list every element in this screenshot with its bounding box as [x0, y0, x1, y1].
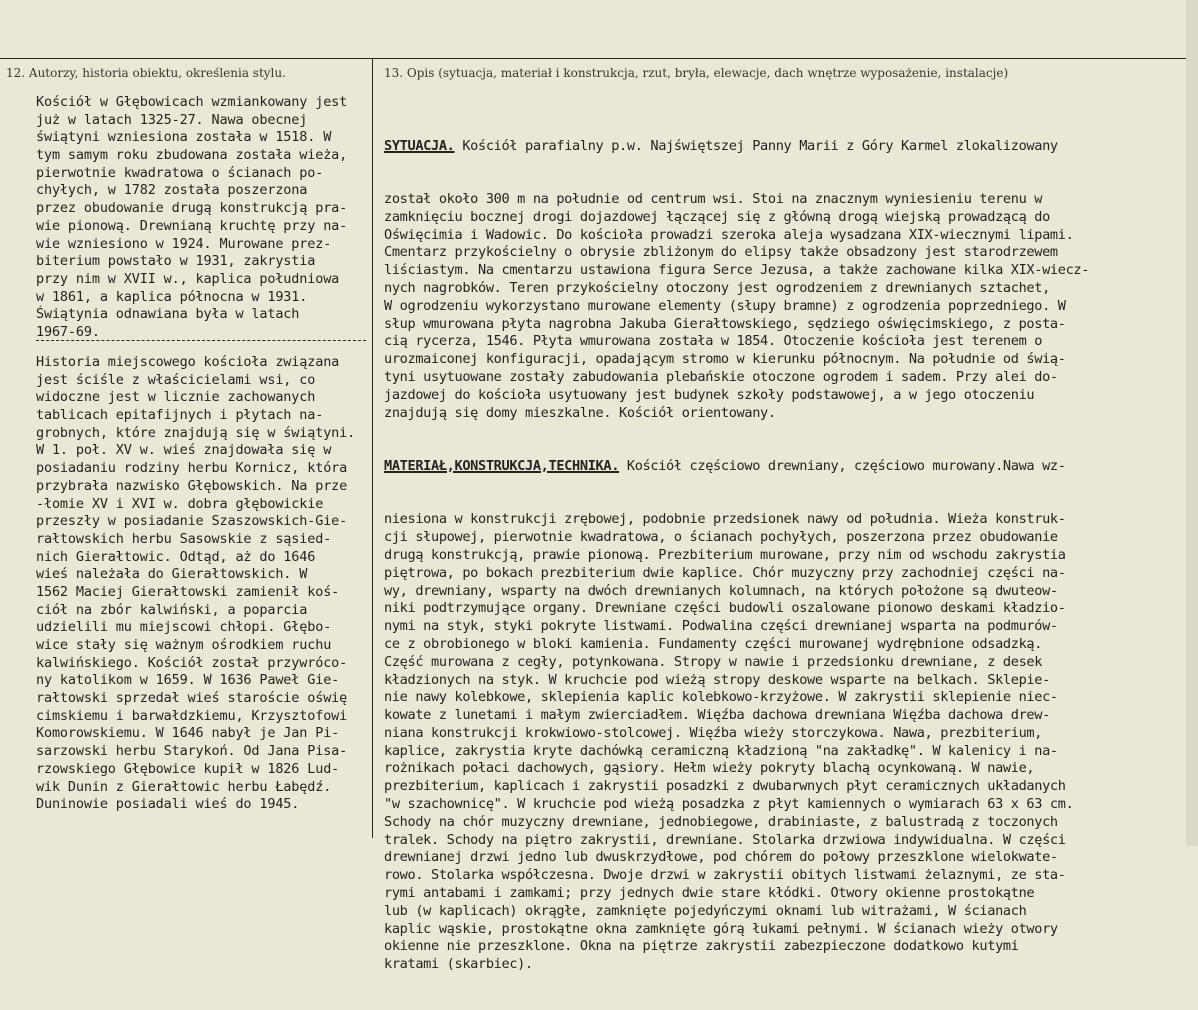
top-rule — [0, 58, 1198, 59]
text-line: Oświęcimia i Wadowic. Do kościoła prowadzi szeroka aleja wysadzana XIX-wiecznymi lipami. — [384, 226, 1074, 243]
text-line: niesiona w konstrukcji zrębowej, podobnie przedsionek nawy od południa. Wieża konstruk- — [384, 511, 1066, 528]
text-line: kratami (skarbiec). — [384, 956, 533, 973]
text-line: rymi antabami i zamkami; przy jednych dwie stare kłódki. Otwory okienne prostokątne — [384, 885, 1035, 902]
situation-lines — [384, 191, 1089, 422]
text-line: już w latach 1325-27. Nawa obecnej — [36, 111, 308, 128]
text-line: udzielili mu miejscowi chłopi. Głębo- — [36, 619, 332, 636]
text-line: posiadaniu rodziny herbu Kornicz, która — [36, 460, 348, 477]
text-line: w 1861, a kaplica północna w 1931. — [36, 288, 308, 305]
text-line: rzowskiego Głębowice kupił w 1826 Lud- — [36, 760, 340, 777]
text-line: cimskiemu i barwałdzkiemu, Krzysztofowi — [36, 707, 348, 724]
text-line: drugą konstrukcją, prawie pionową. Prezbiterium murowane, przy nim od wschodu zakrystia — [384, 546, 1066, 563]
heading-sytuacja: SYTUACJA. — [384, 137, 455, 154]
description-line: MATERIAŁ,KONSTRUKCJA,TECHNIKA. Kościół częściowo drewniany, częściowo murowany.Nawa wz- — [384, 457, 1066, 474]
column-divider — [372, 58, 373, 838]
text-line: 1562 Maciej Gierałtowski zamienił koś- — [36, 583, 340, 600]
text-line: wieś należała do Gierałtowskich. W — [36, 566, 308, 583]
text-line: rożnikach połaci dachowych, gąsiory. Hełm wieży pokryty blachą ocynkowaną. W nawie, — [384, 760, 1035, 777]
text-line: przy nim w XVII w., kaplica południowa — [36, 270, 340, 287]
text-line: prezbiterium, kaplicach i zakrystii posadzki z dwubarwnych płyt ceramicznych układanych — [384, 778, 1066, 795]
text-line: biterium powstało w 1931, zakrystia — [36, 253, 316, 270]
text-line: tyni usytuowane zostały zabudowania plebańskie otoczone ogrodem i sadem. Przy alei do- — [384, 368, 1058, 385]
text-line: tralek. Schody na piętro zakrystii, drewniane. Stolarka drzwiowa indywidualna. W części — [384, 831, 1066, 848]
text-line: liściastym. Na cmentarzu ustawiona figura Serce Jezusa, a także zachowane kilka XIX-wiecz- — [384, 262, 1090, 279]
text-line: kalwińskiego. Kościół został przywróco- — [36, 654, 348, 671]
text-line: jest ściśle z właścicielami wsi, co — [36, 371, 316, 388]
text-line: okienne nie przeszklone. Okna na piętrze zakrystii zabezpieczone dodatkowo kutymi — [384, 938, 1019, 955]
text-line: tym samym roku zbudowana została wieża, — [36, 147, 348, 164]
text-line: rałtowskich herbu Sasowskie z sąsied- — [36, 530, 332, 547]
section-12-header: 12. Autorzy, historia obiektu, określenia stylu. — [6, 66, 286, 80]
text-line: kaplic wąskie, prostokątne okna zamknięte górą łukami pełnymi. W ścianach wieży otwory — [384, 920, 1058, 937]
text-line: niana konstrukcji krokwiowo-stolcowej. Więźba wieży storczykowa. Nawa, prezbiterium, — [384, 724, 1043, 741]
description-line: SYTUACJA. Kościół parafialny p.w. Najświętszej Panny Marii z Góry Karmel zlokalizowany — [384, 137, 1058, 154]
text-line: ce z obrobionego w bloki kamienia. Fundamenty części murowanej wydrębnione odsadzką. — [384, 635, 1043, 652]
text-line: Część murowana z cegły, potynkowana. Stropy w nawie i przedsionku drewniane, z desek — [384, 653, 1043, 670]
history-summary-text — [36, 94, 347, 342]
text-line: Duninowie posiadali wieś do 1945. — [36, 796, 300, 813]
history-owners-text — [36, 354, 355, 814]
text-line: chyłych, w 1782 została poszerzona — [36, 182, 308, 199]
text-line: "w szachownicę". W kruchcie pod wieżą posadzka z płyt kamiennych o wymiarach 63 x 63 cm. — [384, 796, 1074, 813]
text-line: 1967-69. — [36, 323, 100, 340]
text-line: Komorowskiemu. W 1646 nabył je Jan Pi- — [36, 725, 340, 742]
text-line: Świątynia odnawiana była w latach — [36, 306, 300, 323]
text-line: lub (w kaplicach) okrągłe, zamknięte pojedyńczymi oknami lub witrażami, W ścianach — [384, 902, 1027, 919]
text-line: świątyni wzniesiona została w 1518. W — [36, 129, 332, 146]
text-line: wie wzniesiono w 1924. Murowane prez- — [36, 235, 332, 252]
text-line: zamknięciu bocznej drogi dojazdowej łączącej się z główną drogą wiejską prowadzącą do — [384, 208, 1050, 225]
dashed-separator — [36, 340, 366, 341]
text-line: -łomie XV i XVI w. dobra głębowickie — [36, 495, 324, 512]
text-line: piętrowa, po bokach prezbiterium dwie kaplice. Chór muzyczny przy zachodniej części na- — [384, 564, 1066, 581]
text-line: W 1. poł. XV w. wieś znajdowała się w — [36, 442, 332, 459]
text-line: nych nagrobków. Teren przykościelny otoczony jest ogrodzeniem z drewnianych sztachet, — [384, 279, 1050, 296]
text-line: nymi na styk, styki pokryte listwami. Podwalina części drewnianej wsparta na podmurów- — [384, 618, 1058, 635]
text-line: W ogrodzeniu wykorzystano murowane elementy (słupy bramne) z ogrodzenia poprzedniego. W — [384, 297, 1066, 314]
text-line: jazdowej do kościoła usytuowany jest budynek szkoły podstawowej, a w jego otoczeniu — [384, 386, 1035, 403]
text-line: wice stały się ważnym ośrodkiem ruchu — [36, 637, 332, 653]
text-line: rałtowski sprzedał wieś staroście oświę — [36, 690, 348, 707]
text-line: kowate z lunetami i małym zwierciadłem. Więźba dachowa drewniana Więźba dachowa drew- — [384, 707, 1050, 724]
text-line: Kościół w Głębowicach wzmiankowany jest — [36, 94, 348, 110]
text-line: wik Dunin z Gierałtowic herbu Łabędź. — [36, 778, 332, 795]
text-line: przeszły w posiadanie Szaszowskich-Gie- — [36, 513, 348, 530]
text-line: Cmentarz przykościelny o obrysie zbliżonym do elipsy także obsadzony jest starodrzewem — [384, 244, 1058, 261]
text-line: słup wmurowana płyta nagrobna Jakuba Gierałtowskiego, sędziego oświęcimskiego, z posta- — [384, 315, 1066, 332]
text-line: przybrała nazwisko Głębowskich. Na prze — [36, 477, 348, 494]
text-line: został około 300 m na południe od centrum wsi. Stoi na znacznym wyniesieniu terenu w — [384, 190, 1043, 207]
page-edge — [1186, 0, 1198, 846]
text-line: cji słupowej, pierwotnie kwadratowa, o ścianach pochyłych, poszerzona przez obudowanie — [384, 529, 1058, 546]
text-line: pierwotnie kwadratowa o ścianach po- — [36, 164, 324, 181]
text-line: Historia miejscowego kościoła związana — [36, 354, 340, 370]
text-line: ny katolikom w 1659. W 1636 Paweł Gie- — [36, 672, 340, 689]
text-line: urozmaiconej konfiguracji, opadającym stromo w kierunku północnym. Na południe od świą- — [384, 351, 1066, 368]
text-line: ciół na zbór kalwiński, a poparcia — [36, 601, 308, 618]
text-line: znajdują się domy mieszkalne. Kościół orientowany. — [384, 404, 776, 421]
description-text — [384, 102, 1089, 1010]
text-line: sarzowski herbu Starykoń. Od Jana Pisa- — [36, 743, 348, 760]
heading-material: MATERIAŁ,KONSTRUKCJA,TECHNIKA. — [384, 457, 620, 474]
text-line: kaplice, zakrystia kryte dachówką ceramiczną kładzioną "na zakładkę". W kalenicy i na- — [384, 742, 1058, 759]
text-line: niki podtrzymujące organy. Drewniane części budowli oszalowane pionowo deskami kładzio- — [384, 600, 1066, 617]
text-line: grobnych, które znajdują się w świątyni. — [36, 424, 356, 441]
text-line: nich Gierałtowic. Odtąd, aż do 1646 — [36, 548, 316, 565]
text-line: cią rycerza, 1546. Płyta wmurowana została w 1854. Otoczenie kościoła jest terenem o — [384, 333, 1043, 350]
text-line: widoczne jest w licznie zachowanych — [36, 389, 316, 406]
section-13-header: 13. Opis (sytuacja, materiał i konstrukcja, rzut, bryła, elewacje, dach wnętrze wyposażenie, instalacje) — [384, 66, 1009, 80]
text-line: tablicach epitafijnych i płytach na- — [36, 407, 324, 424]
text-line: wy, drewniany, wsparty na dwóch drewnianych kolumnach, na których położone są dwuteow- — [384, 582, 1058, 599]
text-line: rowo. Stolarka współczesna. Dwoje drzwi w zakrystii obitych listwami żelaznymi, ze sta- — [384, 867, 1066, 884]
text-line: nie nawy kolebkowe, sklepienia kaplic kolebkowo-krzyżowe. W zakrystii sklepienie niec- — [384, 689, 1058, 706]
text-line: Schody na chór muzyczny drewniane, jednobiegowe, drabiniaste, z balustradą z toczonych — [384, 813, 1058, 830]
material-lines — [384, 511, 1089, 974]
text-line: kładzionych na styk. W kruchcie pod wieżą stropy deskowe wsparte na belkach. Sklepie- — [384, 671, 1050, 688]
text-line: drewnianej drzwi jedno lub dwuskrzydłowe, pod chórem do połowy przeszklone wielokwate- — [384, 849, 1058, 866]
text-line: przez obudowanie drugą konstrukcją pra- — [36, 200, 348, 217]
text-line: wie pionową. Drewnianą kruchtę przy na- — [36, 217, 348, 234]
